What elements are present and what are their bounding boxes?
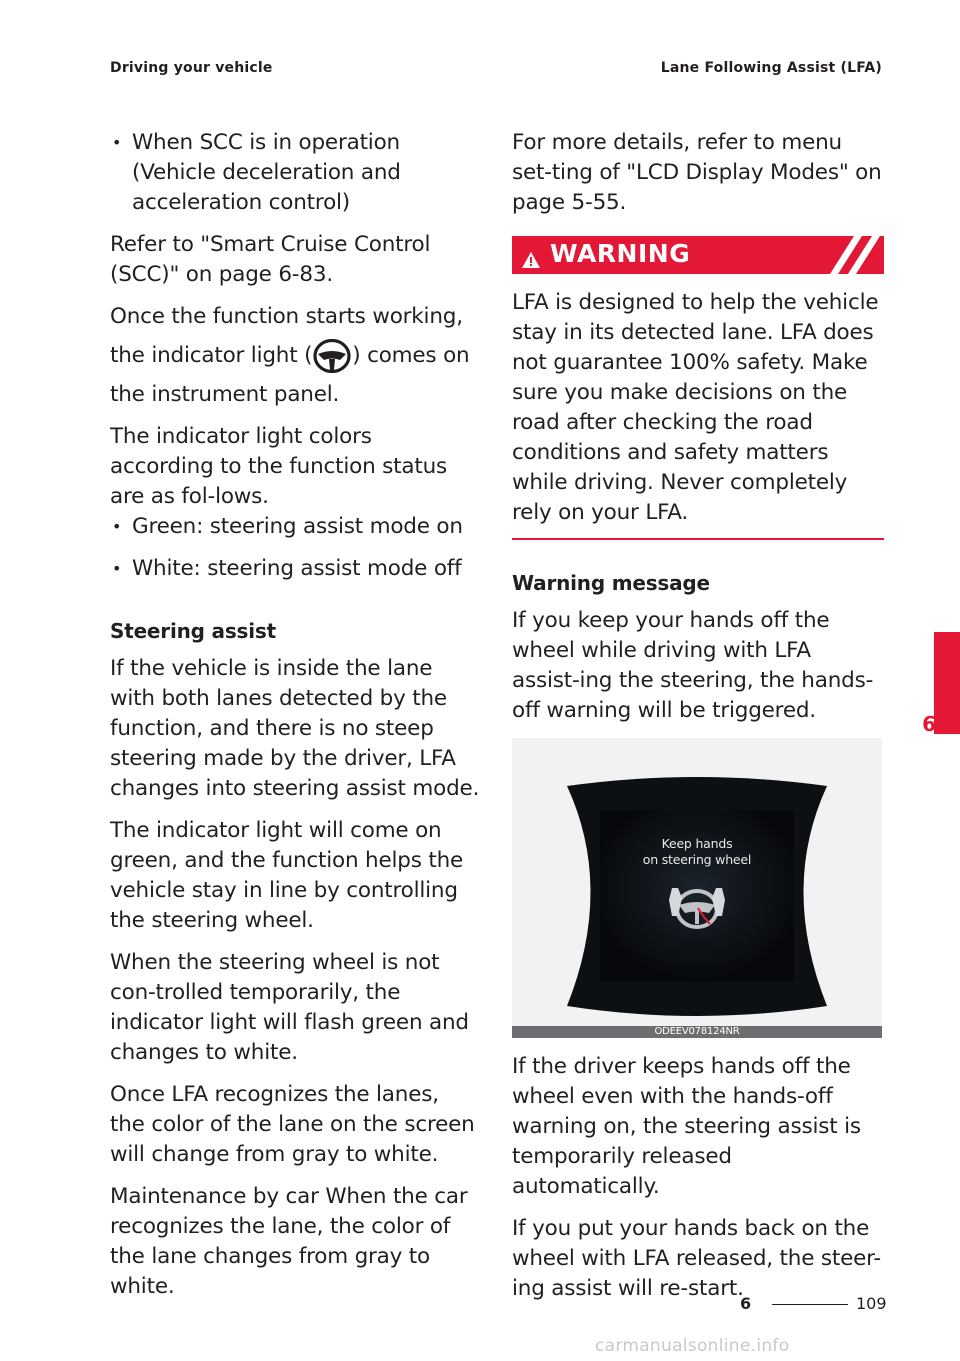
running-header-topic: Lane Following Assist (LFA): [660, 60, 882, 76]
warning-slash-decoration: [824, 236, 884, 283]
lfa-steering-wheel-icon: [313, 339, 351, 373]
paragraph-indicator-colors: The indicator light colors according to the function status are as fol-lows.: [110, 424, 448, 509]
paragraph-steering-5: Maintenance by car When the car recognizes the lane, the color of the lane changes from gray to white.: [110, 1184, 468, 1299]
indicator-text-post: ) comes on: [352, 343, 470, 368]
paragraph-indicator: [110, 336, 480, 376]
paragraph-lcd-modes: For more details, refer to menu set-ting of "LCD Display Modes" on page 5-55.: [512, 130, 882, 215]
paragraph-steering-4: Once LFA recognizes the lanes, the color of the lane on the screen will change from gray to white.: [110, 1082, 475, 1167]
warning-banner: [512, 236, 884, 274]
left-column: [110, 128, 480, 1314]
paragraph-hands-off: If you keep your hands off the wheel while driving with LFA assist-ing the steering, the hands-off warning will be triggered.: [512, 608, 874, 723]
warning-triangle-icon: [522, 247, 540, 277]
section-title-steering-assist: Steering assist: [110, 619, 276, 643]
bullet-white: • White: steering assist mode off: [110, 554, 480, 584]
indicator-text-pre: the indicator light (: [110, 343, 313, 368]
warning-text: LFA is designed to help the vehicle stay in its detected lane. LFA does not guarantee 100% safety. Make sure you make decisions on the road after checking the road conditions and safety matters while driving. Never completely rely on your LFA.: [512, 290, 879, 525]
warning-label: WARNING: [550, 239, 691, 268]
section-title-warning-message: Warning message: [512, 571, 710, 595]
footer-chapter: 6: [740, 1294, 752, 1313]
paragraph-restart: If you put your hands back on the wheel with LFA released, the steer-ing assist will re-start.: [512, 1216, 881, 1301]
chapter-tab: [934, 632, 960, 734]
footer-page-number: 109: [856, 1294, 887, 1313]
cluster-message-line-2: on steering wheel: [642, 852, 752, 867]
cluster-message-line-1: Keep hands: [661, 836, 733, 851]
right-column: [512, 128, 884, 1316]
figure-code: ODEEV078124NR: [512, 1026, 882, 1038]
chapter-tab-number: 6: [922, 712, 936, 736]
watermark: carmanualsonline.info: [595, 1336, 790, 1356]
paragraph-instrument-panel: the instrument panel.: [110, 382, 340, 407]
cluster-display-figure: [512, 738, 882, 1038]
paragraph-steering-3: When the steering wheel is not con-trolled temporarily, the indicator light will flash green and changes to white.: [110, 950, 469, 1065]
bullet-green: • Green: steering assist mode on: [110, 512, 480, 542]
paragraph-steering-1: If the vehicle is inside the lane with both lanes detected by the function, and there is no steep steering made by the driver, LFA changes into steering assist mode.: [110, 656, 480, 801]
paragraph-released: If the driver keeps hands off the wheel even with the hands-off warning on, the steering assist is temporarily released automatically.: [512, 1054, 861, 1199]
paragraph-steering-2: The indicator light will come on green, and the function helps the vehicle stay in line by controlling the steering wheel.: [110, 818, 464, 933]
instrument-cluster-illustration: [512, 738, 882, 1038]
paragraph-once-working: Once the function starts working,: [110, 304, 463, 329]
cluster-message: [512, 836, 882, 868]
paragraph-refer-scc: Refer to "Smart Cruise Control (SCC)" on page 6-83.: [110, 232, 431, 287]
footer-divider: [772, 1304, 848, 1305]
warning-end-rule: [512, 538, 884, 540]
bullet-scc: • When SCC is in operation (Vehicle deceleration and acceleration control): [110, 128, 480, 218]
running-header-section: Driving your vehicle: [110, 60, 273, 76]
